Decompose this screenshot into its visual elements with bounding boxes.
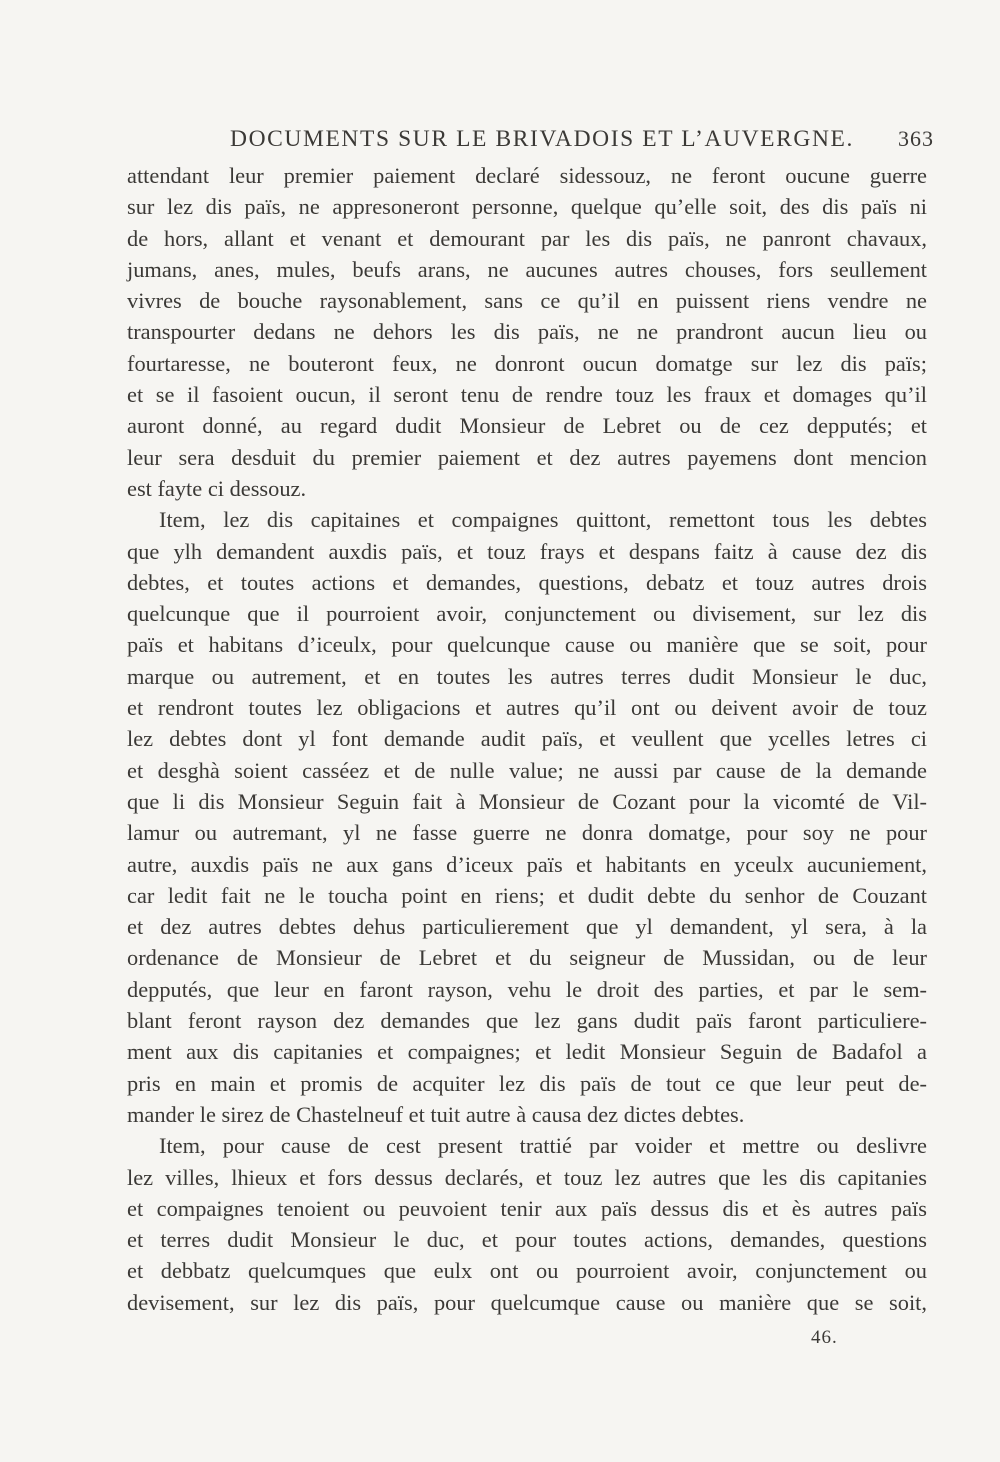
body-text — [127, 160, 927, 1318]
text-line: marque ou autrement, et en toutes les autres terres dudit Monsieur le duc, — [127, 663, 927, 689]
text-line: transpourter dedans ne dehors les dis païs, ne ne prandront aucun lieu ou — [127, 319, 927, 345]
running-title: DOCUMENTS SUR LE BRIVADOIS ET L’AUVERGNE. — [230, 126, 854, 152]
text-line: lez debtes dont yl font demande audit païs, et veullent que ycelles letres ci — [127, 726, 927, 752]
text-line: lamur ou autremant, yl ne fasse guerre ne donra domatge, pour soy ne pour — [127, 820, 927, 846]
text-line: mander le sirez de Chastelneuf et tuit autre à causa dez dictes debtes. — [127, 1101, 745, 1127]
text-line: vivres de bouche raysonablement, sans ce qu’il en puissent riens vendre ne — [127, 288, 927, 314]
text-line: et se il fasoient oucun, il seront tenu de rendre touz les fraux et domages qu’il — [127, 382, 927, 408]
text-line: auront donné, au regard dudit Monsieur de Lebret ou de cez depputés; et — [127, 413, 927, 439]
text-line: ment aux dis capitanies et compaignes; et ledit Monsieur Seguin de Badafol a — [127, 1039, 927, 1065]
text-line: et dez autres debtes dehus particulierement que yl demandent, yl sera, à la — [127, 914, 927, 940]
text-line: ordenance de Monsieur de Lebret et du seigneur de Mussidan, ou de leur — [127, 945, 927, 971]
text-line: blant feront rayson dez demandes que lez gans dudit païs faront particuliere- — [127, 1008, 927, 1034]
text-line: et terres dudit Monsieur le duc, et pour toutes actions, demandes, questions — [127, 1227, 927, 1253]
text-line: autre, auxdis païs ne aux gans d’iceux païs et habitants en yceulx aucuniement, — [127, 851, 927, 877]
text-line: et rendront toutes lez obligacions et autres qu’il ont ou deivent avoir de touz — [127, 695, 927, 721]
text-line: de hors, allant et venant et demourant par les dis païs, ne panront chavaux, — [127, 225, 927, 251]
text-line: fourtaresse, ne bouteront feux, ne donront oucun domatge sur lez dis païs; — [127, 350, 927, 376]
text-line: que li dis Monsieur Seguin fait à Monsieur de Cozant pour la vicomté de Vil- — [127, 788, 927, 814]
text-line: et desghà soient casséez et de nulle value; ne aussi par cause de la demande — [127, 757, 927, 783]
text-line: jumans, anes, mules, beufs arans, ne aucunes autres chouses, fors seullement — [127, 256, 927, 282]
text-line: debtes, et toutes actions et demandes, questions, debatz et touz autres drois — [127, 569, 927, 595]
text-line: sur lez dis païs, ne appresoneront personne, quelque qu’elle soit, des dis païs ni — [127, 194, 927, 220]
text-line: depputés, que leur en faront rayson, vehu le droit des parties, et par le sem- — [127, 976, 927, 1002]
text-line: et compaignes tenoient ou peuvoient tenir aux païs dessus dis et ès autres païs — [127, 1195, 927, 1221]
text-line: païs et habitans d’iceulx, pour quelcunque cause ou manière que se soit, pour — [127, 632, 927, 658]
page-number: 363 — [898, 126, 934, 151]
signature-mark: 46. — [811, 1327, 838, 1348]
text-line: lez villes, lhieux et fors dessus declarés, et touz lez autres que les dis capitanies — [127, 1164, 927, 1190]
text-line: Item, pour cause de cest present trattié par voider et mettre ou deslivre — [159, 1133, 927, 1159]
text-line: est fayte ci dessouz. — [127, 475, 307, 501]
text-line: attendant leur premier paiement declaré sidessouz, ne feront oucune guerre — [127, 163, 927, 188]
text-line: Item, lez dis capitaines et compaignes quittont, remettont tous les debtes — [159, 507, 927, 533]
text-line: devisement, sur lez dis païs, pour quelcumque cause ou manière que se soit, — [127, 1289, 927, 1315]
text-line: pris en main et promis de acquiter lez dis païs de tout ce que leur peut de- — [127, 1070, 927, 1096]
text-line: et debbatz quelcumques que eulx ont ou pourroient avoir, conjunctement ou — [127, 1258, 927, 1284]
text-line: car ledit fait ne le toucha point en riens; et dudit debte du senhor de Couzant — [127, 882, 927, 908]
text-line: leur sera desduit du premier paiement et dez autres payemens dont mencion — [127, 444, 927, 470]
text-line: que ylh demandent auxdis païs, et touz frays et despans faitz à cause dez dis — [127, 538, 927, 564]
running-head — [120, 121, 934, 157]
text-line: quelcunque que il pourroient avoir, conjunctement ou divisement, sur lez dis — [127, 601, 927, 627]
